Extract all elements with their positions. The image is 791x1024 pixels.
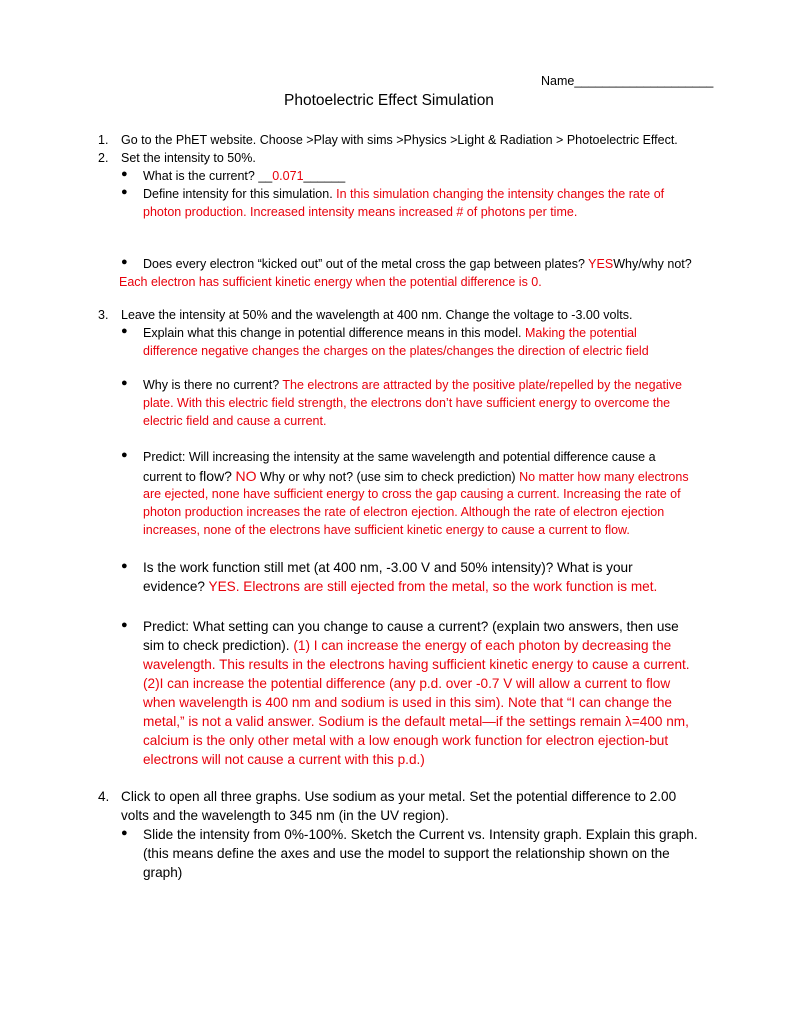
name-field-label: Name____________________ [541, 74, 714, 88]
bullet-dot-icon: ● [121, 619, 128, 631]
q2-intensity-question: Define intensity for this simulation. [143, 187, 333, 201]
q3-predict-answer-no: NO [235, 468, 257, 484]
q4-bullet1-line2: (this means define the axes and use the model to support the relationship shown on the [143, 846, 670, 861]
q2-current-question: What is the current? __ [143, 169, 273, 183]
q2-current-answer: 0.071 [272, 169, 304, 183]
q3-number: 3. [98, 308, 109, 322]
q3-bullet2-line1 [143, 376, 682, 394]
q3-workfunction-evidence: evidence? [143, 579, 205, 594]
q3-predict-why: Why or why not? (use sim to check prediction) [259, 470, 516, 484]
page-title: Photoelectric Effect Simulation [284, 92, 494, 109]
q3-predict-answer-cont3: increases, none of the electrons have sufficient kinetic energy to cause a current to flow. [143, 523, 630, 537]
q3-text: Leave the intensity at 50% and the wavelength at 400 nm. Change the voltage to -3.00 volts. [121, 308, 633, 322]
q2-bullet2-line1 [143, 185, 664, 203]
q3-setting-answer-cont2: (2)I can increase the potential difference (any p.d. over -0.7 V will allow a current to flow [143, 676, 671, 691]
q2-number: 2. [98, 151, 109, 165]
q2-text: Set the intensity to 50%. [121, 151, 256, 165]
q3-setting-question-line1: Predict: What setting can you change to cause a current? (explain two answers, then use [143, 619, 679, 634]
q4-text-line2: volts and the wavelength to 345 nm (in the UV region). [121, 808, 449, 823]
q2-intensity-answer-cont: photon production. Increased intensity means increased # of photons per time. [143, 205, 578, 219]
q3-nocurrent-question: Why is there no current? [143, 378, 280, 392]
q2-gap-answer: Each electron has sufficient kinetic energy when the potential difference is 0. [119, 275, 542, 289]
q2-gap-why: Why/why not? [613, 257, 692, 271]
q3-predict-answer: No matter how many electrons [519, 470, 689, 484]
q3-nocurrent-answer-cont1: plate. With this electric field strength, the electrons don’t have sufficient energy to overcome the [143, 396, 671, 410]
q3-bullet4-line2 [143, 577, 657, 596]
q3-predict-question-line1: Predict: Will increasing the intensity at the same wavelength and potential difference cause a [143, 450, 656, 464]
bullet-dot-icon: ● [121, 449, 128, 461]
q3-setting-answer-cont3: when wavelength is 400 nm and sodium is used in this sim). Note that “I can change the [143, 695, 672, 710]
q3-workfunction-answer: YES. Electrons are still ejected from the metal, so the work function is met. [208, 579, 658, 594]
q1-text: Go to the PhET website. Choose >Play with sims >Physics >Light & Radiation > Photoelectric Effect. [121, 133, 678, 147]
bullet-dot-icon: ● [121, 827, 128, 839]
q2-bullet3-line1 [143, 255, 692, 273]
q3-nocurrent-answer: The electrons are attracted by the positive plate/repelled by the negative [282, 378, 682, 392]
bullet-dot-icon: ● [121, 256, 128, 268]
q3-predict-flow: flow? [199, 468, 232, 484]
q3-setting-answer: (1) I can increase the energy of each photon by decreasing the [293, 638, 672, 653]
q2-intensity-answer: In this simulation changing the intensity changes the rate of [336, 187, 665, 201]
q3-predict-question-line2: current to [143, 470, 200, 484]
q3-bullet1-line1 [143, 324, 637, 342]
q2-gap-answer-yes: YES [588, 257, 614, 271]
q3-bullet3-line2 [143, 467, 689, 486]
bullet-dot-icon: ● [121, 377, 128, 389]
bullet-dot-icon: ● [121, 325, 128, 337]
q2-gap-question: Does every electron “kicked out” out of the metal cross the gap between plates? [143, 257, 585, 271]
q4-text-line1: Click to open all three graphs. Use sodium as your metal. Set the potential difference to 2.00 [121, 789, 677, 804]
q4-number: 4. [98, 789, 110, 804]
q3-predict-answer-cont1: are ejected, none have sufficient energy to cross the gap causing a current. Increasing the rate of [143, 487, 681, 501]
bullet-dot-icon: ● [121, 186, 128, 198]
q3-setting-answer-cont6: electrons will not cause a current with this p.d.) [143, 752, 425, 767]
q4-bullet1-line1: Slide the intensity from 0%-100%. Sketch the Current vs. Intensity graph. Explain this graph. [143, 827, 698, 842]
q3-setting-answer-cont5: calcium is the only other metal with a low enough work function for electron ejection-but [143, 733, 669, 748]
bullet-dot-icon: ● [121, 168, 128, 180]
q2-current-blank: ______ [303, 169, 346, 183]
q1-number: 1. [98, 133, 109, 147]
q3-workfunction-question-line1: Is the work function still met (at 400 nm, -3.00 V and 50% intensity)? What is your [143, 560, 633, 575]
q4-bullet1-line3: graph) [143, 865, 183, 880]
q3-setting-answer-cont4: metal,” is not a valid answer. Sodium is the default metal—if the settings remain λ=400 nm, [143, 714, 689, 729]
bullet-dot-icon: ● [121, 560, 128, 572]
q3-pd-question: Explain what this change in potential difference means in this model. [143, 326, 522, 340]
q3-nocurrent-answer-cont2: electric field and cause a current. [143, 414, 327, 428]
q3-pd-answer-cont: difference negative changes the charges on the plates/changes the direction of electric field [143, 344, 649, 358]
q3-setting-question-line2: sim to check prediction). [143, 638, 290, 653]
q2-bullet1 [143, 167, 345, 185]
q3-pd-answer: Making the potential [524, 326, 637, 340]
q3-predict-answer-cont2: photon production increases the rate of electron ejection. Although the rate of electron ejection [143, 505, 665, 519]
q3-bullet5-line2 [143, 636, 671, 655]
q3-setting-answer-cont1: wavelength. This results in the electrons having sufficient kinetic energy to cause a current. [143, 657, 690, 672]
